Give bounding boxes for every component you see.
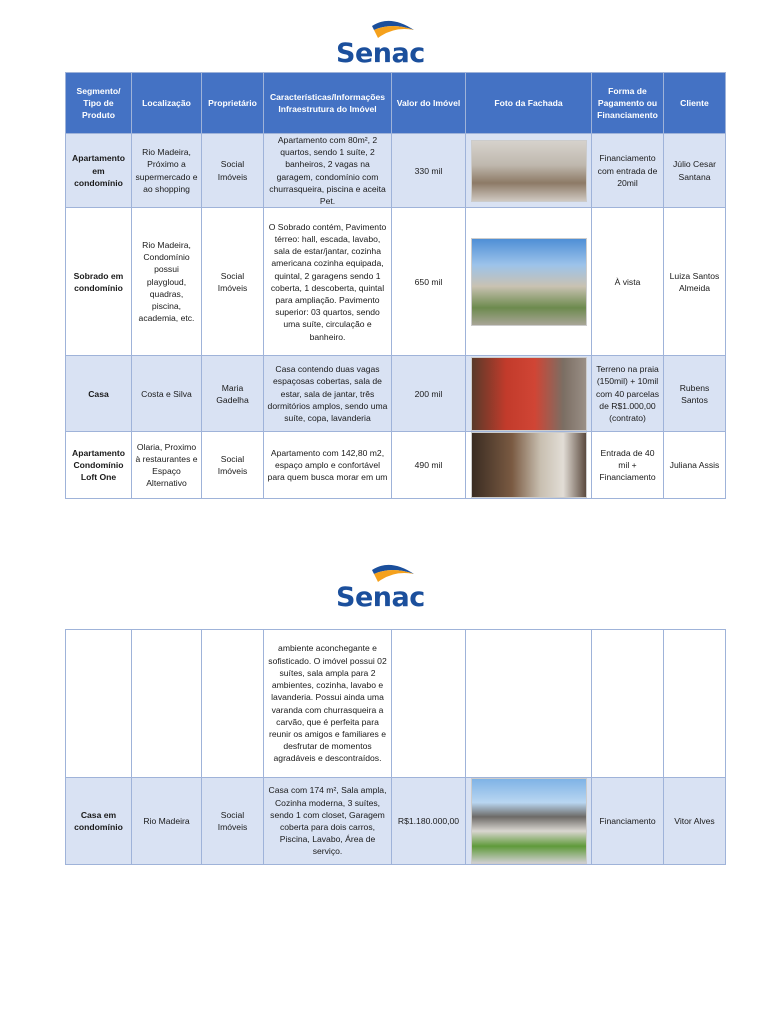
- cell-segmento: Casa em condomínio: [66, 778, 132, 865]
- facade-photo: [471, 238, 587, 326]
- cell-empty: [66, 630, 132, 778]
- cell-pagamento: Financiamento: [592, 778, 664, 865]
- senac-logo: [334, 560, 424, 616]
- header-segmento: Segmento/ Tipo de Produto: [66, 73, 132, 134]
- cell-caracteristicas: ambiente aconchegante e sofisticado. O imóvel possui 02 suítes, sala ampla para 2 ambientes, cozinha, lavabo e lavanderia. Possui ainda uma varanda com churrasqueira a carvão, que é perfeita para reunir os amigos e familiares e desfrutar de momentos agradáveis e descontraídos.: [264, 630, 392, 778]
- cell-segmento: Apartamento Condomínio Loft One: [66, 432, 132, 499]
- cell-pagamento: Entrada de 40 mil + Financiamento: [592, 432, 664, 499]
- cell-valor: 650 mil: [392, 208, 466, 356]
- loft-photo: [471, 432, 587, 498]
- cell-caracteristicas: Apartamento com 142,80 m2, espaço amplo e confortável para quem busca morar em um: [264, 432, 392, 499]
- cell-segmento: Casa: [66, 356, 132, 432]
- cell-proprietario: Social Imóveis: [202, 432, 264, 499]
- table-header-row: [66, 73, 726, 134]
- cell-foto: [466, 134, 592, 208]
- cell-empty: [202, 630, 264, 778]
- cell-valor: 200 mil: [392, 356, 466, 432]
- logo-text: Senac: [336, 582, 425, 613]
- cell-localizacao: Rio Madeira: [132, 778, 202, 865]
- cell-empty: [392, 630, 466, 778]
- cell-empty: [466, 630, 592, 778]
- table-row: [66, 778, 726, 865]
- header-proprietario: Proprietário: [202, 73, 264, 134]
- cell-cliente: Rubens Santos: [664, 356, 726, 432]
- cell-segmento: Apartamento em condomínio: [66, 134, 132, 208]
- table-row: [66, 356, 726, 432]
- logo-text: Senac: [336, 38, 425, 69]
- cell-valor: 490 mil: [392, 432, 466, 499]
- cell-proprietario: Maria Gadelha: [202, 356, 264, 432]
- cell-segmento: Sobrado em condomínio: [66, 208, 132, 356]
- cell-pagamento: Financiamento com entrada de 20mil: [592, 134, 664, 208]
- cell-localizacao: Rio Madeira, Próximo a supermercado e ao shopping: [132, 134, 202, 208]
- cell-caracteristicas: Apartamento com 80m², 2 quartos, sendo 1 suíte, 2 banheiros, 2 vagas na garagem, condomínio com churrasqueira, piscina e aceita Pet.: [264, 134, 392, 208]
- cell-foto: [466, 778, 592, 865]
- table-row: [66, 432, 726, 499]
- interior-photo: [471, 140, 587, 202]
- cell-empty: [592, 630, 664, 778]
- cell-cliente: Júlio Cesar Santana: [664, 134, 726, 208]
- header-localizacao: Localização: [132, 73, 202, 134]
- cell-caracteristicas: Casa contendo duas vagas espaçosas cobertas, sala de estar, sala de jantar, três dormitórios amplos, sendo uma suíte, copa, lavanderia: [264, 356, 392, 432]
- cell-localizacao: Olaria, Proximo à restaurantes e Espaço Alternativo: [132, 432, 202, 499]
- cell-pagamento: À vista: [592, 208, 664, 356]
- header-cliente: Cliente: [664, 73, 726, 134]
- cell-empty: [664, 630, 726, 778]
- cell-foto: [466, 432, 592, 499]
- cell-foto: [466, 208, 592, 356]
- cell-cliente: Juliana Assis: [664, 432, 726, 499]
- cell-foto: [466, 356, 592, 432]
- senac-logo: [334, 16, 424, 72]
- cell-caracteristicas: O Sobrado contém, Pavimento térreo: hall, escada, lavabo, sala de estar/jantar, cozinha americana cozinha equipada, quintal, 2 garagens sendo 1 coberta, 1 descoberta, quintal para ampliação. Pavimento superior: 03 quartos, sendo uma suíte, circulação e banheiro.: [264, 208, 392, 356]
- cell-pagamento: Terreno na praia (150mil) + 10mil com 40 parcelas de R$1.000,00 (contrato): [592, 356, 664, 432]
- cell-empty: [132, 630, 202, 778]
- cell-valor: R$1.180.000,00: [392, 778, 466, 865]
- cell-cliente: Vitor Alves: [664, 778, 726, 865]
- cell-proprietario: Social Imóveis: [202, 208, 264, 356]
- header-valor: Valor do Imóvel: [392, 73, 466, 134]
- cell-caracteristicas: Casa com 174 m², Sala ampla, Cozinha moderna, 3 suítes, sendo 1 com closet, Garagem coberta para dois carros, Piscina, Lavabo, Área de serviço.: [264, 778, 392, 865]
- cell-localizacao: Costa e Silva: [132, 356, 202, 432]
- cell-proprietario: Social Imóveis: [202, 778, 264, 865]
- cell-localizacao: Rio Madeira, Condomínio possui playgloud, quadras, piscina, academia, etc.: [132, 208, 202, 356]
- header-pagamento: Forma de Pagamento ou Financiamento: [592, 73, 664, 134]
- properties-table-continued: [65, 629, 726, 865]
- cell-cliente: Luiza Santos Almeida: [664, 208, 726, 356]
- modern-house-photo: [471, 778, 587, 864]
- header-foto: Foto da Fachada: [466, 73, 592, 134]
- table-row-continuation: [66, 630, 726, 778]
- table-row: [66, 134, 726, 208]
- table-row: [66, 208, 726, 356]
- header-caracteristicas: Características/Informações Infraestrutura do Imóvel: [264, 73, 392, 134]
- house-photo: [471, 357, 587, 431]
- cell-proprietario: Social Imóveis: [202, 134, 264, 208]
- properties-table: [65, 72, 726, 499]
- cell-valor: 330 mil: [392, 134, 466, 208]
